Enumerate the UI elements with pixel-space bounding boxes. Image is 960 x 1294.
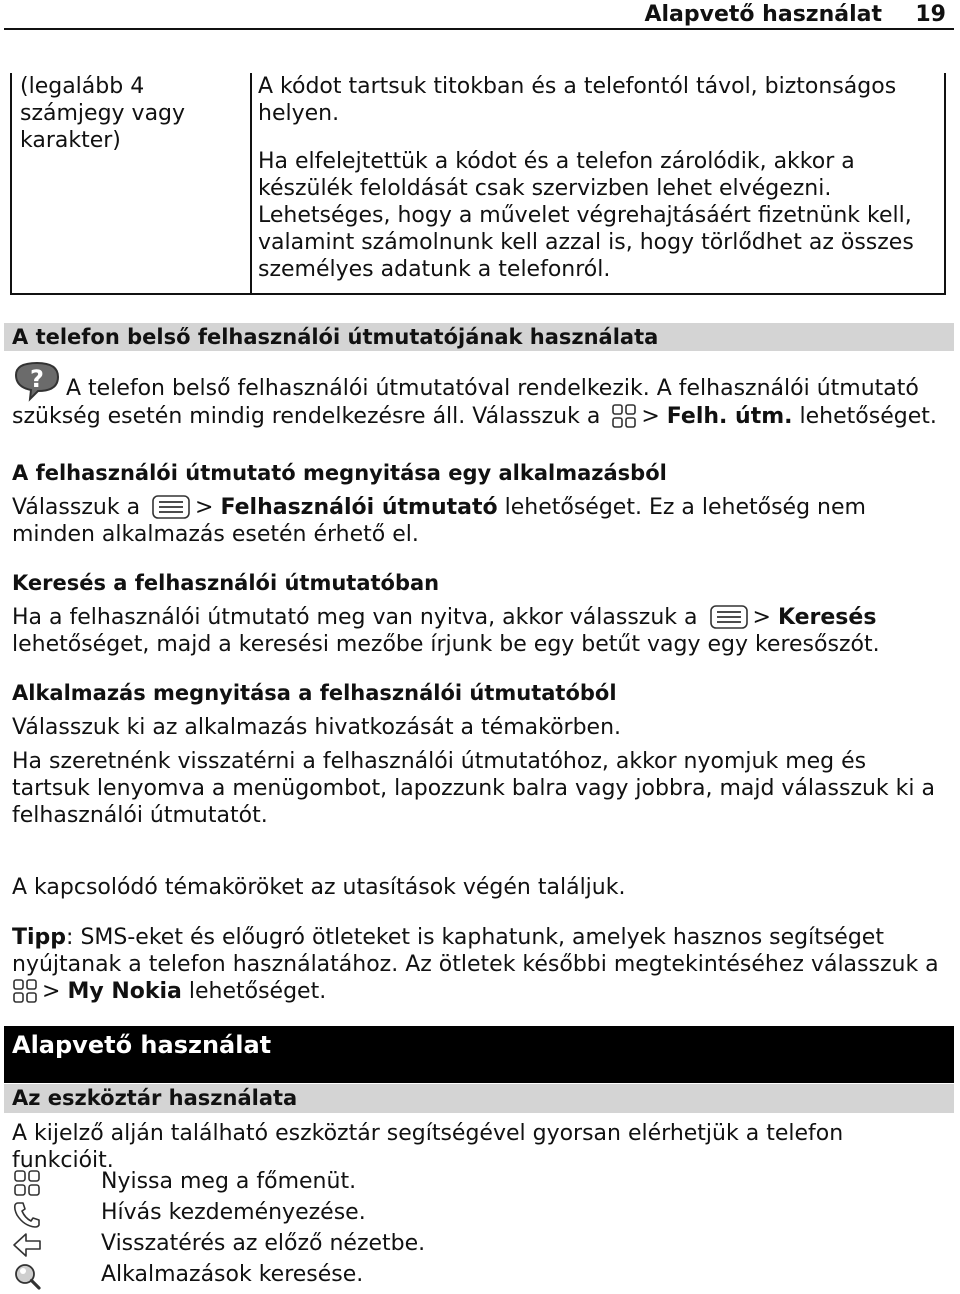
- chapter-title-bar: Alapvető használat: [4, 1026, 954, 1083]
- tip-bold-option: My Nokia: [67, 979, 182, 1004]
- toolbar-item-search: [12, 1261, 712, 1291]
- tip-separator: >: [42, 979, 61, 1004]
- intro-bold-option: Felh. útm.: [666, 404, 793, 429]
- options-menu-icon: [151, 494, 191, 520]
- toolbar-item-main-menu: [12, 1168, 712, 1198]
- tip-paragraph: [12, 924, 947, 1005]
- search-bold-option: Keresés: [777, 605, 877, 630]
- table-column-divider: [250, 73, 252, 293]
- toolbar-item-back: [12, 1230, 712, 1260]
- toolbar-item-label: Nyissa meg a főmenüt.: [101, 1169, 357, 1194]
- intro-text-before: A telefon belső felhasználói útmutatóval rendelkezik. A felhasználói útmutató szükség esetén mindig rendelkezésre áll. Válasszuk a: [12, 376, 919, 429]
- table-paragraph-2: Ha elfelejtettük a kódot és a telefon zárolódik, akkor a készülék feloldását csak szervizben lehet elvégezni. Lehetséges, hogy a művelet végrehajtásáért fizetnünk kell, valamint számolnunk kell azzal is, hogy törlődhet az összes személyes adatunk a telefonról.: [258, 149, 914, 282]
- open-text-before: Válasszuk a: [12, 495, 141, 520]
- toolbar-intro: A kijelző alján található eszköztár segítségével gyorsan elérhetjük a telefon funkcióit.: [12, 1121, 844, 1173]
- table-right-cell: [258, 73, 938, 304]
- toolbar-item-call: [12, 1199, 712, 1229]
- tip-text: : SMS-eket és előugró ötleteket is kaphatunk, amelyek hasznos segítséget nyújtanak a telefon használatához. Az ötletek későbbi megtekintéséhez válasszuk a: [12, 925, 939, 977]
- search-guide-heading: Keresés a felhasználói útmutatóban: [12, 571, 440, 595]
- passcode-table: [10, 73, 946, 295]
- page-number: 19: [915, 2, 946, 27]
- back-arrow-icon: [12, 1231, 42, 1259]
- toolbar-section-heading: Az eszköztár használata: [4, 1084, 954, 1113]
- phone-icon: [12, 1200, 42, 1228]
- svg-text:?: ?: [30, 365, 44, 393]
- open-bold-option: Felhasználói útmutató: [220, 495, 498, 520]
- search-guide-text: [12, 604, 947, 658]
- open-guide-heading: A felhasználói útmutató megnyitása egy alkalmazásból: [12, 461, 667, 485]
- search-text-before: Ha a felhasználói útmutató meg van nyitva, akkor válasszuk a: [12, 605, 698, 630]
- open-text-after: lehetőséget. Ez a lehetőség nem minden alkalmazás esetén érhető el.: [12, 495, 866, 547]
- tip-label: Tipp: [12, 925, 67, 950]
- user-guide-intro: [12, 357, 947, 430]
- search-separator: >: [752, 605, 771, 630]
- help-question-icon: [12, 357, 62, 403]
- open-app-heading: Alkalmazás megnyitása a felhasználói útmutatóból: [12, 681, 617, 705]
- main-menu-icon: [12, 978, 38, 1004]
- intro-separator: >: [641, 404, 660, 429]
- header-section-title: Alapvető használat: [644, 2, 882, 27]
- search-icon: [12, 1262, 42, 1290]
- toolbar-item-label: Alkalmazások keresése.: [101, 1262, 364, 1287]
- table-left-cell: (legalább 4 számjegy vagy karakter): [20, 74, 186, 153]
- options-menu-icon: [709, 604, 749, 630]
- open-separator: >: [195, 495, 214, 520]
- user-guide-section-heading: A telefon belső felhasználói útmutatójának használata: [4, 323, 954, 351]
- main-menu-icon: [12, 1169, 42, 1197]
- open-app-paragraph-1: Válasszuk ki az alkalmazás hivatkozását a témakörben.: [12, 715, 622, 740]
- toolbar-item-label: Visszatérés az előző nézetbe.: [101, 1231, 426, 1256]
- related-topics-text: A kapcsolódó témaköröket az utasítások végén találjuk.: [12, 875, 626, 900]
- table-paragraph-1: A kódot tartsuk titokban és a telefontól távol, biztonságos helyen.: [258, 74, 897, 126]
- search-text-after: lehetőséget, majd a keresési mezőbe írjunk be egy betűt vagy egy keresőszót.: [12, 632, 880, 657]
- toolbar-item-label: Hívás kezdeményezése.: [101, 1200, 366, 1225]
- open-app-paragraph-2: Ha szeretnénk visszatérni a felhasználói útmutatóhoz, akkor nyomjuk meg és tartsuk lenyomva a menügombot, lapozzunk balra vagy jobbra, majd válasszuk ki a felhasználói útmutatót.: [12, 749, 935, 828]
- intro-text-after: lehetőséget.: [799, 404, 937, 429]
- main-menu-icon: [611, 403, 637, 429]
- open-guide-text: [12, 494, 947, 548]
- tip-text-after: lehetőséget.: [188, 979, 327, 1004]
- page-header: [4, 0, 954, 30]
